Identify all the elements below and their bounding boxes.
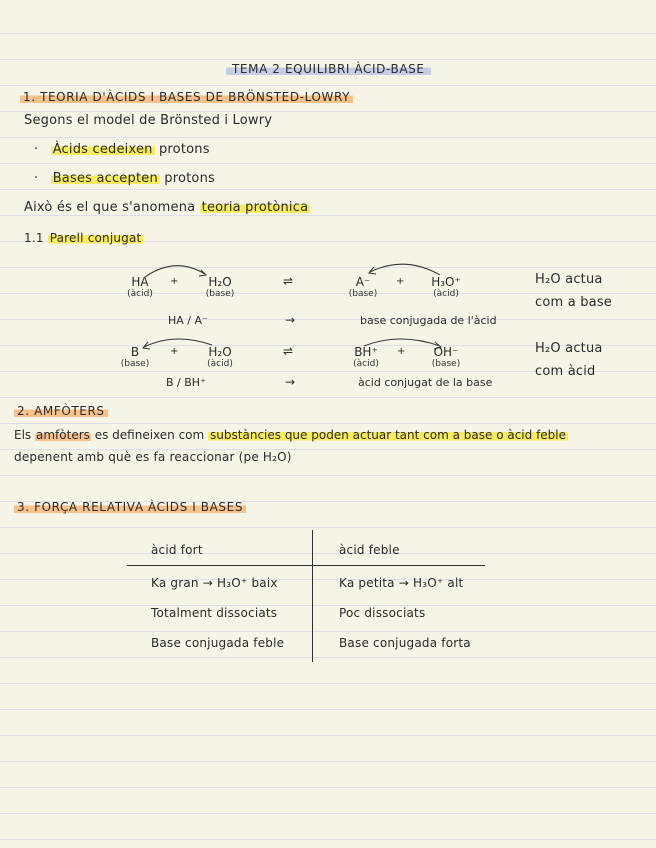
- eq2-note-line-2: com àcid: [535, 364, 596, 379]
- table-header-left: àcid fort: [151, 543, 203, 557]
- eq1-pair-arrow: →: [285, 313, 296, 327]
- theory-line: Això és el que s'anomena teoria protònica: [24, 200, 309, 215]
- section-3-heading: 3. FORÇA RELATIVA ÀCIDS I BASES: [14, 500, 246, 514]
- bullet-highlight: Àcids cedeixen: [52, 142, 153, 157]
- bullet-highlight: Bases accepten: [52, 171, 158, 186]
- bullet-text: protons: [158, 142, 210, 157]
- eq1-plus: +: [170, 276, 179, 287]
- comparison-table: [127, 530, 485, 662]
- eq2-pair-description: àcid conjugat de la base: [358, 376, 493, 389]
- eq1-reactant-2: H₂O (base): [205, 275, 235, 299]
- section-1-heading: 1. TEORIA D'ÀCIDS I BASES DE BRÖNSTED-LOWRY: [20, 90, 353, 104]
- proton-transfer-arrows: [0, 0, 656, 420]
- eq1-product-2: H₃O⁺ (àcid): [431, 275, 461, 299]
- eq2-plus-2: +: [397, 346, 406, 357]
- section-2-heading: 2. AMFÒTERS: [14, 404, 108, 418]
- table-cell: Base conjugada forta: [339, 636, 471, 650]
- section-2-line-1: Els amfòters es defineixen com substàncies que poden actuar tant com a base o àcid feble: [14, 428, 567, 442]
- eq1-reactant-1: HA (àcid): [127, 275, 153, 299]
- table-cell: Ka petita → H₃O⁺ alt: [339, 576, 464, 590]
- eq2-conjugate-pair: B / BH⁺: [166, 376, 206, 389]
- eq1-equilibrium-arrow: ⇌: [283, 274, 294, 288]
- bullet-dot: ·: [34, 142, 39, 157]
- bullet-dot: ·: [34, 171, 39, 186]
- table-cell: Poc dissociats: [339, 606, 426, 620]
- table-horizontal-divider: [127, 565, 485, 566]
- table-cell: Base conjugada feble: [151, 636, 285, 650]
- eq2-note-line-1: H₂O actua: [535, 341, 603, 356]
- eq2-equilibrium-arrow: ⇌: [283, 344, 294, 358]
- table-cell: Totalment dissociats: [151, 606, 278, 620]
- eq2-reactant-1: B (base): [120, 345, 150, 369]
- eq1-plus-2: +: [396, 276, 405, 287]
- section-1-intro: Segons el model de Brönsted i Lowry: [24, 113, 273, 128]
- subsection-1-1-heading: 1.1 Parell conjugat: [24, 231, 142, 245]
- section-2-line-2: depenent amb què es fa reaccionar (pe H₂O): [14, 450, 292, 464]
- eq1-note-line-1: H₂O actua: [535, 272, 603, 287]
- page-title: TEMA 2 EQUILIBRI ÀCID-BASE: [226, 62, 431, 76]
- eq2-pair-arrow: →: [285, 375, 296, 389]
- table-vertical-divider: [312, 530, 313, 662]
- table-cell: Ka gran → H₃O⁺ baix: [151, 576, 278, 590]
- eq1-conjugate-pair: HA / A⁻: [168, 314, 208, 327]
- eq2-plus: +: [170, 346, 179, 357]
- eq2-product-2: OH⁻ (base): [431, 345, 461, 369]
- table-header-right: àcid feble: [339, 543, 400, 557]
- eq2-product-1: BH⁺ (àcid): [353, 345, 379, 369]
- eq1-product-1: A⁻ (base): [348, 275, 378, 299]
- eq1-note-line-2: com a base: [535, 295, 612, 310]
- bullet-text: protons: [164, 171, 215, 186]
- eq1-pair-description: base conjugada de l'àcid: [360, 314, 497, 327]
- eq2-reactant-2: H₂O (àcid): [207, 345, 233, 369]
